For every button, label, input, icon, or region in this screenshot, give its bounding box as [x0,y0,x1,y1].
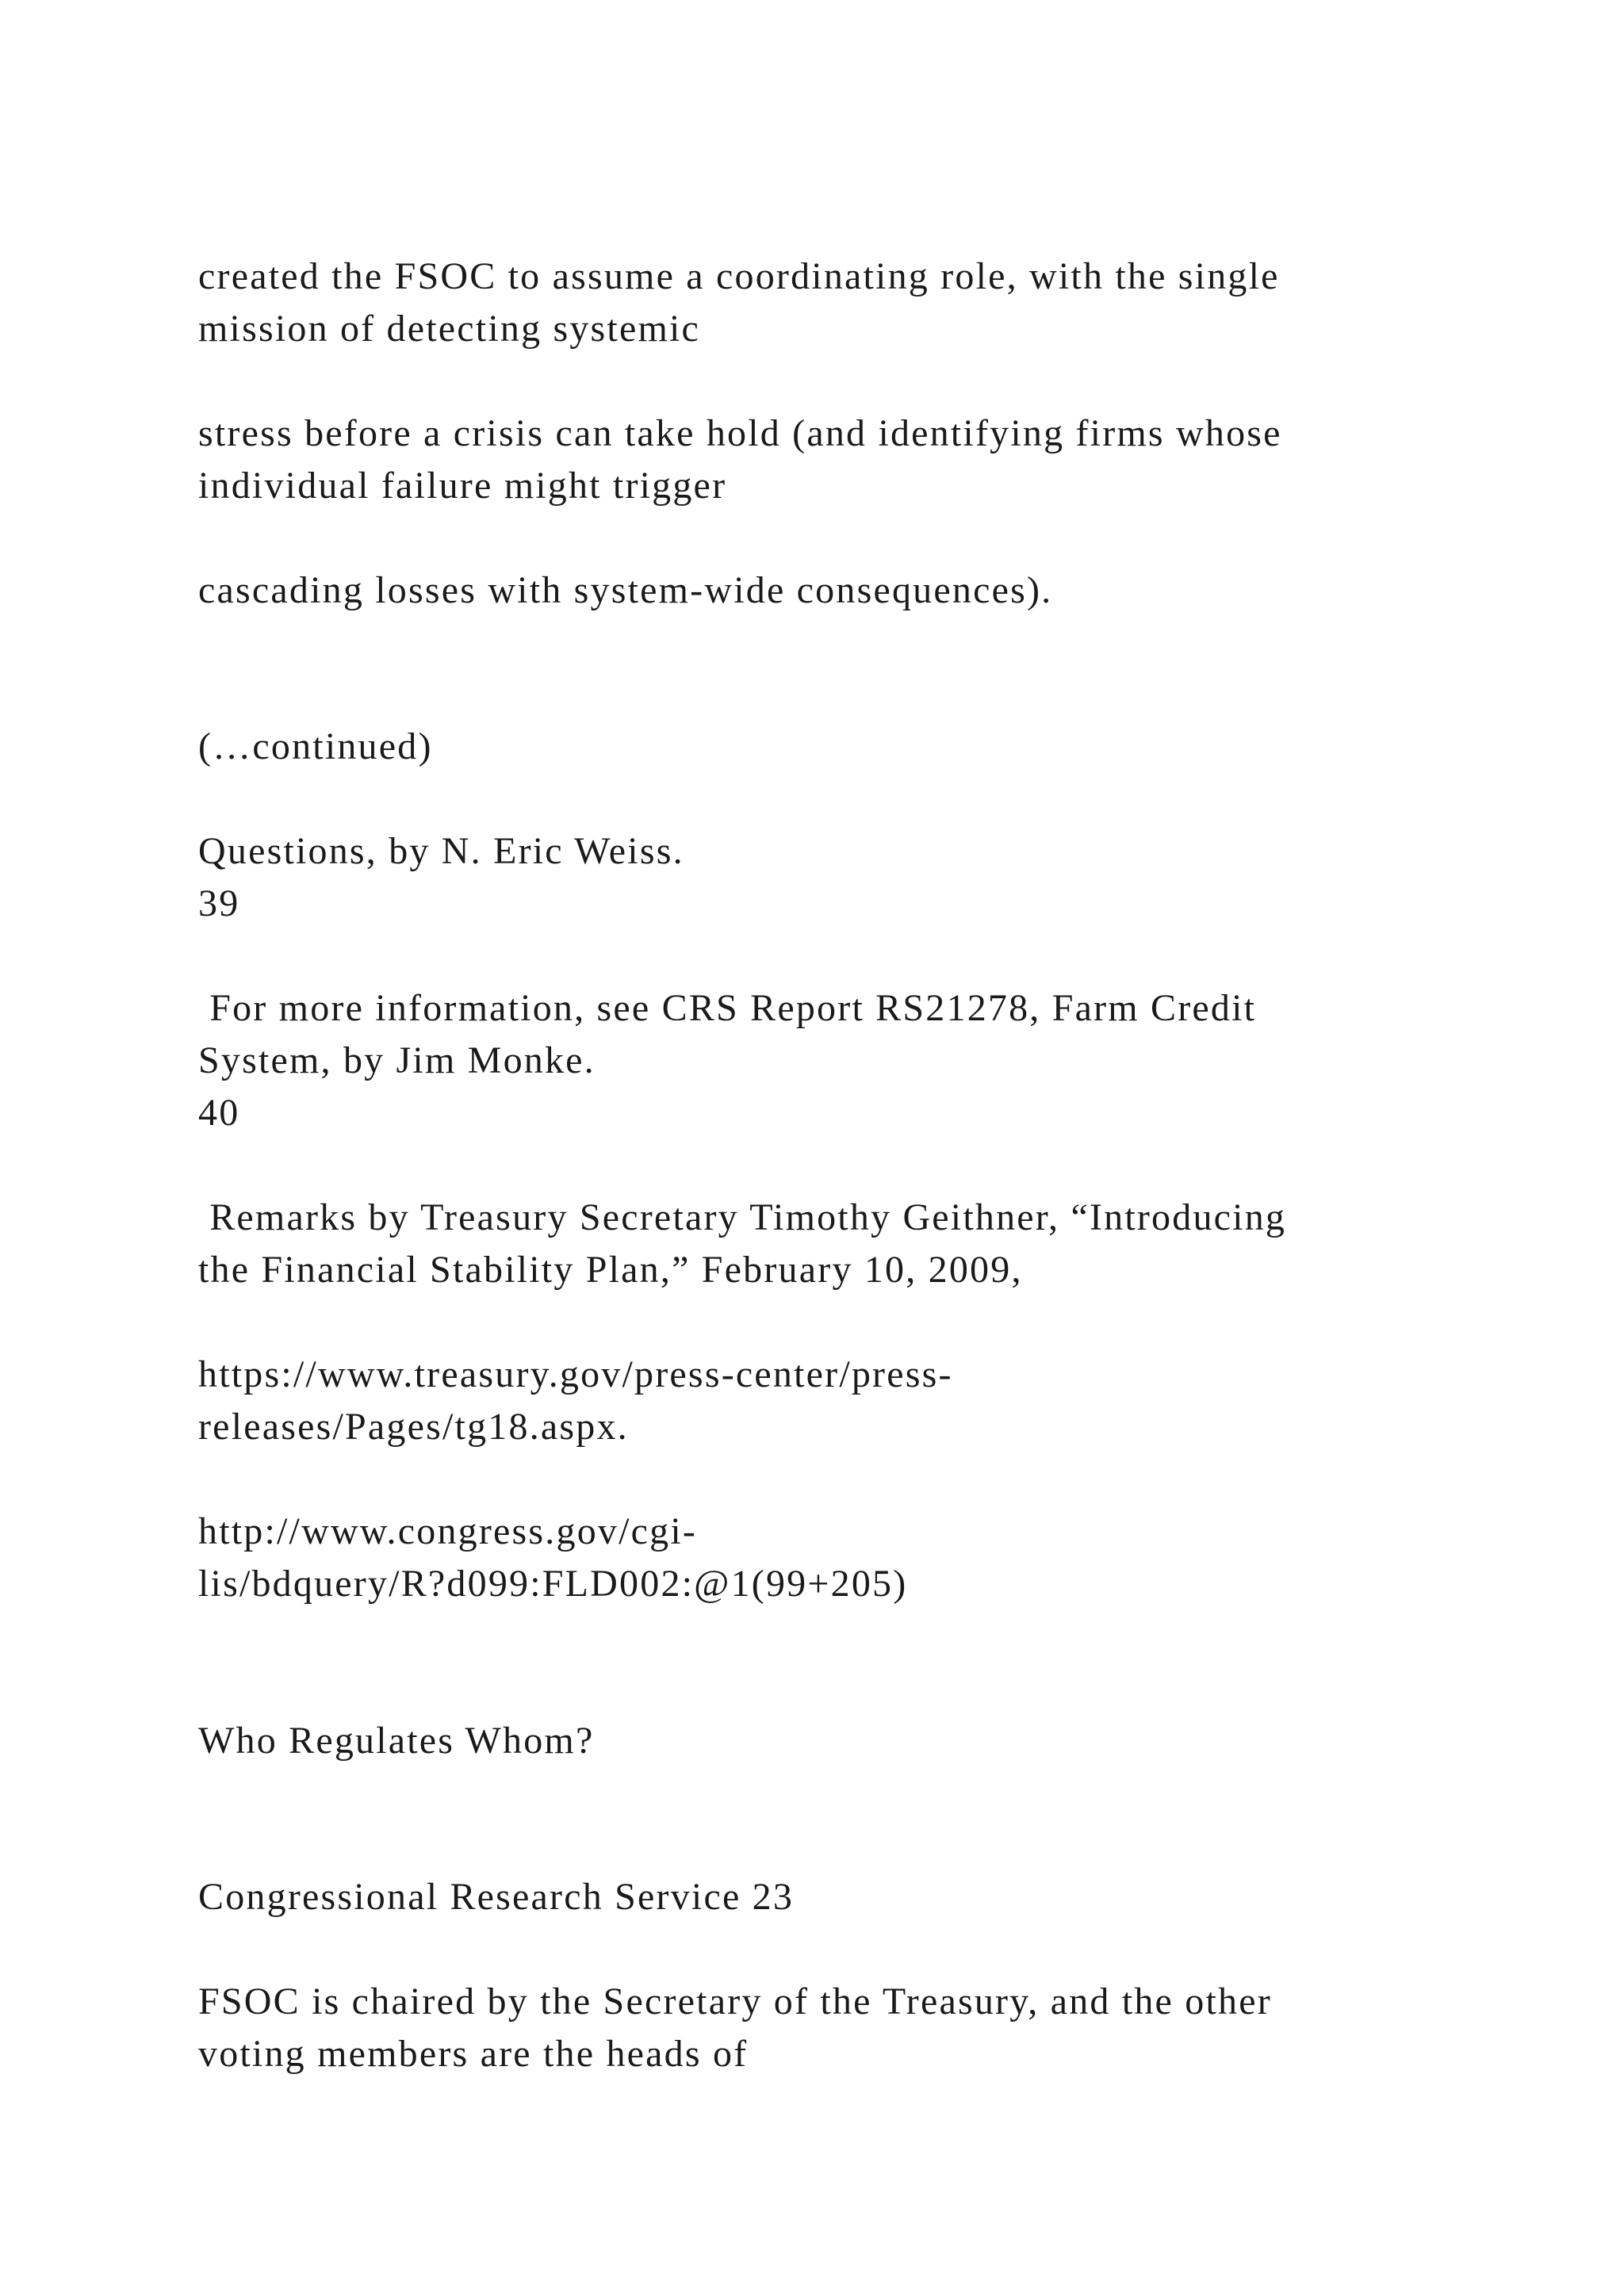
text-line: created the FSOC to assume a coordinating role, with the single [198,255,1280,297]
text-line: individual failure might trigger [198,465,727,507]
footnote-number: 40 [198,1092,240,1134]
text-line: Questions, by N. Eric Weiss. [198,830,684,872]
text-line: the Financial Stability Plan,” February 10, 2009, [198,1249,1023,1291]
text-line: Remarks by Treasury Secretary Timothy Geithner, “Introducing [198,1196,1287,1238]
text-line: (…continued) [198,725,433,767]
footnote-number: 39 [198,882,240,924]
running-footer: Congressional Research Service 23 [198,1876,795,1918]
running-header: Who Regulates Whom? [198,1720,595,1762]
text-line: FSOC is chaired by the Secretary of the Treasury, and the other [198,1980,1272,2022]
text-line: cascading losses with system-wide consequences). [198,569,1053,611]
text-line: stress before a crisis can take hold (and identifying firms whose [198,412,1282,454]
text-line: voting members are the heads of [198,2033,749,2075]
text-line: mission of detecting systemic [198,308,701,350]
url-text: releases/Pages/tg18.aspx. [198,1406,629,1448]
text-line: For more information, see CRS Report RS21278, Farm Credit [198,987,1257,1029]
text-line: System, by Jim Monke. [198,1039,596,1081]
url-text: http://www.congress.gov/cgi- [198,1510,698,1552]
url-text: https://www.treasury.gov/press-center/press- [198,1353,953,1395]
url-text: lis/bdquery/R?d099:FLD002:@1(99+205) [198,1563,908,1605]
